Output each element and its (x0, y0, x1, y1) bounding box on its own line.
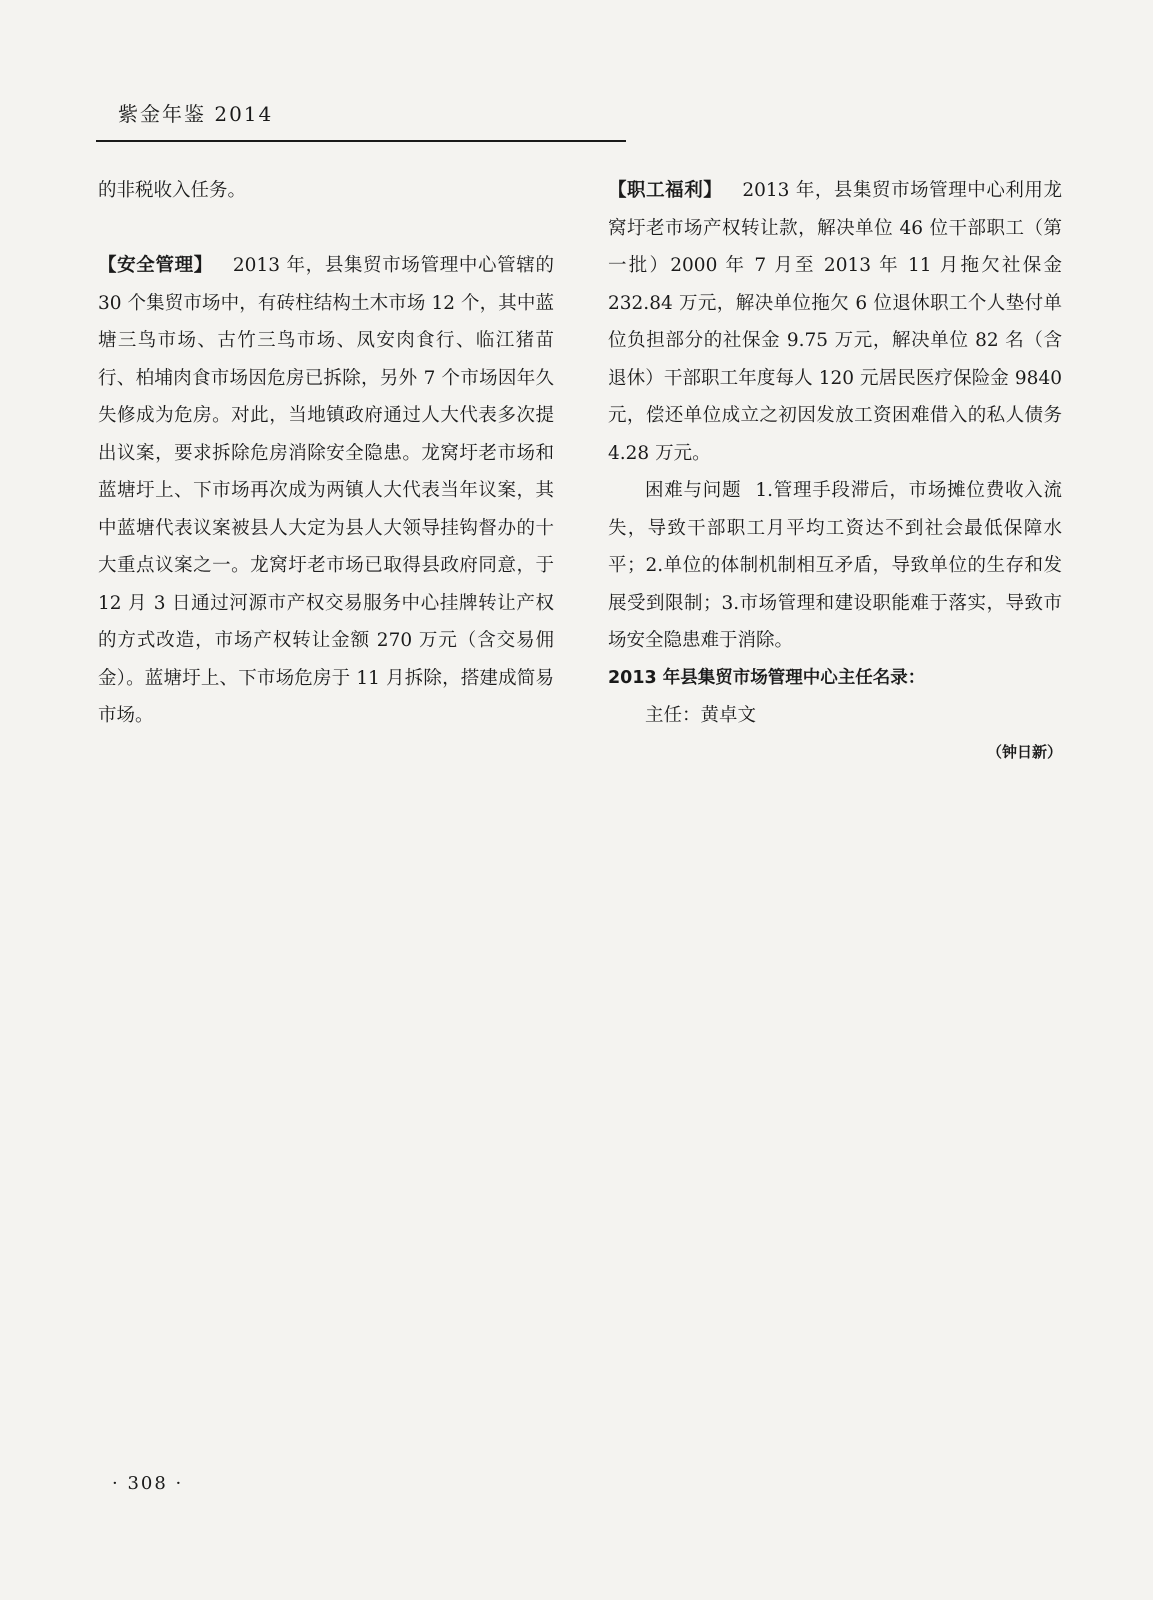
author-credit: （钟日新） (986, 742, 1062, 761)
safety-section-title: 【安全管理】 (98, 255, 213, 276)
paragraph-gap (98, 210, 554, 248)
problems-paragraph (608, 472, 1062, 660)
problems-body: 1.管理手段滞后，市场摊位费收入流失，导致干部职工月平均工资达不到社会最低保障水平；2.单位的体制机制相互矛盾，导致单位的生存和发展受到限制；3.市场管理和建设职能难于落实，导致市场安全隐患难于消除。 (608, 480, 1062, 651)
directors-heading: 2013 年县集贸市场管理中心主任名录： (608, 667, 926, 688)
welfare-section-body: 2013 年，县集贸市场管理中心利用龙窝圩老市场产权转让款，解决单位 46 位干部职工（第一批）2000 年 7 月至 2013 年 11 月拖欠社保金 232.84 万元，解决单位拖欠 6 位退休职工个人垫付单位负担部分的社保金 9.75 万元，解决单位 82 名（含退休）干部职工年度每人 120 元居民医疗保险金 9840 元，偿还单位成立之初因发放工资困难借入的私人债务 4.28 万元。 (608, 180, 1062, 464)
problems-title: 困难与问题 (645, 480, 742, 501)
header-rule (96, 140, 626, 142)
welfare-section-title: 【职工福利】 (608, 180, 723, 201)
left-column (98, 172, 554, 735)
director-role: 主任： (645, 705, 701, 726)
right-column (608, 172, 1062, 769)
welfare-paragraph (608, 172, 1062, 472)
running-header-title: 紫金年鉴 2014 (118, 102, 274, 126)
continuation-text: 的非税收入任务。 (98, 180, 247, 201)
page-number: · 308 · (112, 1473, 184, 1494)
director-name: 黄卓文 (700, 705, 757, 726)
safety-paragraph (98, 247, 554, 735)
director-line (608, 697, 1062, 735)
safety-section-body: 2013 年，县集贸市场管理中心管辖的 30 个集贸市场中，有砖柱结构土木市场 12 个，其中蓝塘三鸟市场、古竹三鸟市场、凤安肉食行、临江猪苗行、柏埔肉食市场因危房已拆除，另外 7 个市场因年久失修成为危房。对此，当地镇政府通过人大代表多次提出议案，要求拆除危房消除安全隐患。龙窝圩老市场和蓝塘圩上、下市场再次成为两镇人大代表当年议案，其中蓝塘代表议案被县人大定为县人大领导挂钩督办的十大重点议案之一。龙窝圩老市场已取得县政府同意，于 12 月 3 日通过河源市产权交易服务中心挂牌转让产权的方式改造，市场产权转让金额 270 万元（含交易佣金）。蓝塘圩上、下市场危房于 11 月拆除，搭建成简易市场。 (98, 255, 554, 726)
